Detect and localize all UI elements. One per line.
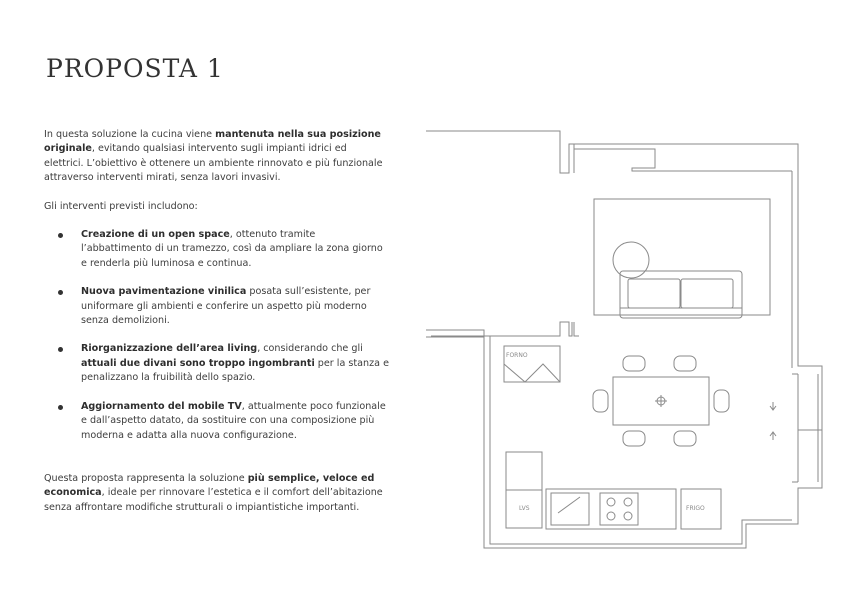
- bold-text: Riorganizzazione dell’area living: [81, 343, 258, 355]
- kitchen-counter: [506, 452, 721, 529]
- arrow-icon: [770, 402, 776, 440]
- bold-text: Creazione di un open space: [81, 229, 230, 241]
- bold-text: Aggiornamento del mobile TV: [81, 400, 242, 412]
- text-run: , evitando qualsiasi intervento sugli impianti idrici ed elettrici. L’obiettivo è ottenere un ambiente rinnovato e più funzionale attraverso interventi mirati, senza lavori invasivi.: [44, 143, 383, 184]
- text-run: per la stanza e penalizzano la fruibilità dello spazio.: [81, 357, 389, 384]
- walls: [426, 131, 822, 548]
- page-title: PROPOSTA 1: [46, 54, 224, 83]
- frigo-label: FRIGO: [686, 505, 705, 512]
- list-intro: Gli interventi previsti includono:: [44, 200, 198, 212]
- text-run: In questa soluzione la cucina viene: [44, 129, 216, 140]
- text-run: , ideale per rinnovare l’estetica e il comfort dell’abitazione senza affrontare modifiche strutturali o impiantistiche importanti.: [44, 487, 383, 513]
- lamp-icon: [613, 242, 649, 278]
- text-run: , ottenuto tramite l’abbattimento di un tramezzo, così da ampliare la zona giorno e renderla più luminosa e continua.: [81, 229, 383, 269]
- bold-text: mantenuta nella sua posizione originale: [44, 129, 381, 155]
- text-run: Questa proposta rappresenta la soluzione: [44, 472, 248, 484]
- text-run: , considerando che gli: [257, 343, 363, 355]
- sofa-icon: [620, 271, 742, 318]
- bold-text: più semplice, veloce ed economica: [44, 472, 375, 499]
- text-run: , attualmente poco funzionale e dall’aspetto datato, da sostituire con una composizione più moderna e adatta alla nuova configurazione.: [81, 400, 386, 441]
- dining-table-icon: [593, 356, 729, 446]
- lvs-label: LVS: [519, 505, 530, 512]
- text-run: posata sull’esistente, per uniformare gli ambienti e conferire un aspetto più moderno senza demolizioni.: [81, 286, 371, 327]
- bold-text: attuali due divani sono troppo ingombranti: [81, 357, 315, 369]
- bold-text: Nuova pavimentazione vinilica: [81, 286, 247, 298]
- forno-label: FORNO: [506, 352, 528, 359]
